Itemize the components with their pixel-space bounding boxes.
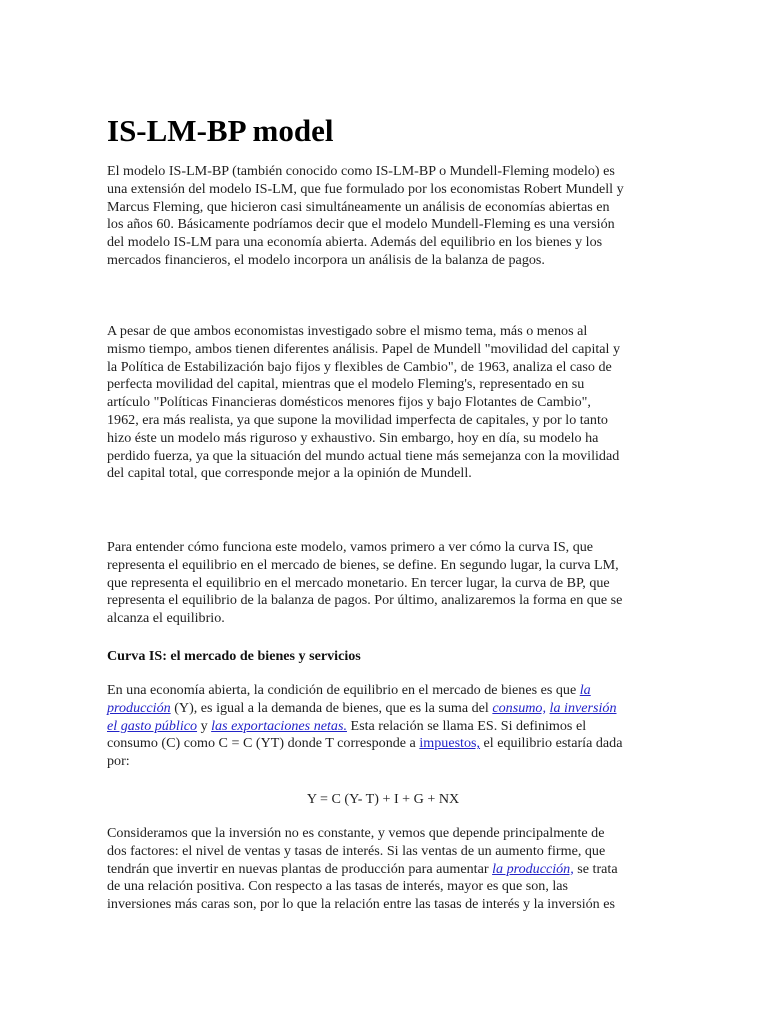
text-line [107, 718, 659, 736]
text-line: Consideramos que la inversión no es constante, y vemos que depende principalmente de [107, 825, 605, 841]
text-line: alcanza el equilibrio. [107, 610, 225, 627]
text-line: representa el equilibrio de la balanza de pagos. Por último, analizaremos la forma en que se [107, 592, 623, 609]
overview-paragraph [107, 539, 659, 628]
text-line: mercados financieros, el modelo incorpora un análisis de la balanza de pagos. [107, 251, 545, 268]
text-line: inversiones más caras son, por lo que la relación entre las tasas de interés y la inversión es [107, 896, 615, 913]
link-gasto-publico[interactable]: el gasto público [107, 717, 198, 734]
text-line [107, 735, 659, 753]
link-inversion[interactable]: la inversión [549, 699, 617, 716]
page-title: IS-LM-BP model [107, 113, 334, 148]
text-line: perdido fuerza, ya que la situación del mundo actual tiene más semejanza con la movilidad [107, 447, 620, 464]
text-line: perfecta movilidad del capital, mientras que el modelo Fleming's, representado en su [107, 376, 585, 393]
text-line: de una relación positiva. Con respecto a las tasas de interés, mayor es que son, las [107, 878, 569, 895]
section-heading: Curva IS: el mercado de bienes y servicios [107, 648, 361, 664]
text-line: A pesar de que ambos economistas investigado sobre el mismo tema, más o menos al [107, 323, 588, 339]
text-line: hizo éste un modelo más riguroso y exhaustivo. Sin embargo, hoy en día, su modelo ha [107, 429, 599, 446]
text-line: dos factores: el nivel de ventas y tasas de interés. Si las ventas de un aumento firme, que [107, 842, 606, 859]
text-line: del capital total, que corresponde mejor a la opinión de Mundell. [107, 465, 472, 482]
text-run: (Y), es igual a la demanda de bienes, que es la suma del [170, 699, 493, 716]
intro-paragraph [107, 163, 659, 270]
text-line: que representa el equilibrio en el mercado monetario. En tercer lugar, la curva de BP, que [107, 574, 610, 591]
text-line: mismo tiempo, ambos tienen diferentes análisis. Papel de Mundell "movilidad del capital y [107, 340, 621, 357]
text-line [107, 682, 659, 700]
is-curve-paragraph [107, 682, 659, 771]
text-run: consumo (C) como C = C (YT) donde T corresponde a [107, 735, 420, 752]
text-run: el equilibrio estaría dada [480, 735, 623, 752]
equilibrium-equation: Y = C (Y- T) + I + G + NX [306, 791, 460, 807]
text-line: una extensión del modelo IS-LM, que fue formulado por los economistas Robert Mundell y [107, 180, 624, 197]
link-consumo[interactable]: consumo, [492, 699, 547, 716]
text-line: los años 60. Básicamente podríamos decir que el modelo Mundell-Fleming es una versión [107, 216, 615, 233]
text-line: la Política de Estabilización bajo fijos y flexibles de Cambio", de 1963, analiza el caso de [107, 358, 612, 375]
text-line: Marcus Fleming, que hicieron casi simultáneamente un análisis de economías abiertas en [107, 198, 610, 215]
investment-paragraph [107, 825, 659, 914]
text-line: Para entender cómo funciona este modelo, vamos primero a ver cómo la curva IS, que [107, 539, 594, 555]
text-line: artículo "Políticas Financieras domésticos menores fijos y bajo Flotantes de Cambio", [107, 394, 591, 411]
text-run: En una economía abierta, la condición de equilibrio en el mercado de bienes es que [107, 682, 580, 698]
text-run: y [197, 717, 212, 734]
text-run: tendrán que invertir en nuevas plantas de producción para aumentar [107, 860, 493, 877]
link-impuestos[interactable]: impuestos, [419, 735, 481, 752]
text-line: representa el equilibrio en el mercado de bienes, se define. En segundo lugar, la curva LM, [107, 556, 619, 573]
text-line: del modelo IS-LM para una economía abierta. Además del equilibrio en los bienes y los [107, 234, 603, 251]
history-paragraph [107, 323, 659, 483]
text-line [107, 700, 659, 718]
text-run: Esta relación se llama ES. Si definimos el [346, 717, 587, 734]
text-line: 1962, era más realista, ya que supone la movilidad imperfecta de capitales, y por lo tanto [107, 411, 608, 428]
text-run: se trata [573, 860, 618, 877]
link-la-produccion[interactable]: la producción, [492, 860, 574, 877]
link-exportaciones-netas[interactable]: las exportaciones netas. [211, 717, 347, 734]
link-produccion-part1[interactable]: la [579, 682, 591, 698]
text-line [107, 861, 659, 879]
text-line: El modelo IS-LM-BP (también conocido como IS-LM-BP o Mundell-Fleming modelo) es [107, 163, 615, 179]
text-line: por: [107, 753, 130, 770]
link-produccion-part2[interactable]: producción [107, 699, 171, 716]
